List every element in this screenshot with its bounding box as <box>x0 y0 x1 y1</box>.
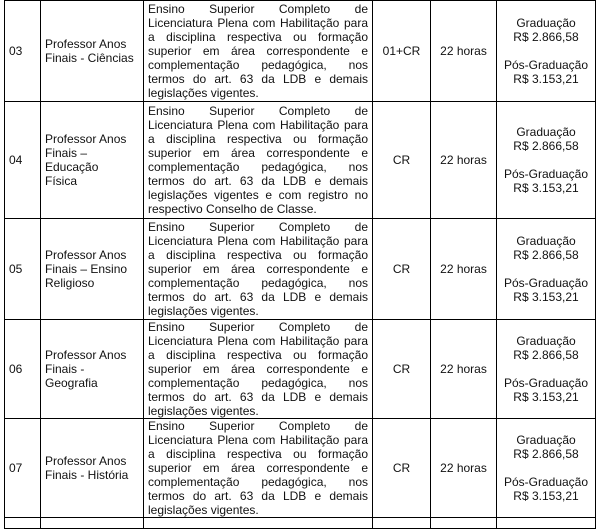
pos-label: Pós-Graduação <box>503 276 589 290</box>
row-number: 05 <box>5 219 41 320</box>
workload: 22 horas <box>431 419 497 518</box>
vacancies: CR <box>373 102 431 219</box>
grad-label: Graduação <box>516 234 576 248</box>
table-row <box>5 102 596 219</box>
workload: 22 horas <box>431 219 497 320</box>
grad-value: R$ 2.866,58 <box>513 447 579 461</box>
workload: 22 horas <box>431 102 497 219</box>
requirements-text: Ensino Superior Completo de Licenciatura Plena com Habilitação para a disciplina respectiva ou formação superior em área correspondente e complementação pedagógica, nos termos do art. 63 da LDB e demais legislações vigentes. <box>144 1 373 102</box>
row-number: 03 <box>5 1 41 102</box>
table-row <box>5 320 596 419</box>
row-number: 06 <box>5 320 41 419</box>
cell <box>497 518 596 529</box>
vacancies: CR <box>373 320 431 419</box>
grad-label: Graduação <box>516 125 576 139</box>
pos-value: R$ 3.153,21 <box>513 290 579 304</box>
table-row <box>5 219 596 320</box>
position-title: Professor Anos Finais – Educação Física <box>41 102 144 219</box>
grad-label: Graduação <box>516 433 576 447</box>
workload: 22 horas <box>431 1 497 102</box>
vacancies: CR <box>373 219 431 320</box>
salary-cell <box>497 1 596 102</box>
workload: 22 horas <box>431 320 497 419</box>
table-row-partial <box>5 518 596 529</box>
requirements-text: Ensino Superior Completo de Licenciatura Plena com Habilitação para a disciplina respectiva ou formação superior em área correspondente e complementação pedagógica, nos termos do art. 63 da LDB e demais legislações vigentes. <box>144 419 373 518</box>
grad-value: R$ 2.866,58 <box>513 139 579 153</box>
cell <box>144 518 373 529</box>
requirements-text: Ensino Superior Completo de Licenciatura Plena com Habilitação para a disciplina respectiva ou formação superior em área correspondente e complementação pedagógica, nos termos do art. 63 da LDB e demais legislações vigentes. <box>144 219 373 320</box>
requirements-text: Ensino Superior Completo de Licenciatura Plena com Habilitação para a disciplina respectiva ou formação superior em área correspondente e complementação pedagógica, nos termos do art. 63 da LDB e demais legislações vigentes. <box>144 320 373 419</box>
vacancies: 01+CR <box>373 1 431 102</box>
pos-value: R$ 3.153,21 <box>513 181 579 195</box>
pos-value: R$ 3.153,21 <box>513 72 579 86</box>
requirements-text: Ensino Superior Completo de Licenciatura Plena com Habilitação para a disciplina respectiva ou formação superior em área correspondente e complementação pedagógica, nos termos do art. 63 da LDB e demais legislações vigentes e com registro no respectivo Conselho de Classe. <box>144 102 373 219</box>
salary-cell <box>497 320 596 419</box>
grad-value: R$ 2.866,58 <box>513 348 579 362</box>
table-row <box>5 1 596 102</box>
table-row <box>5 419 596 518</box>
pos-value: R$ 3.153,21 <box>513 489 579 503</box>
row-number: 07 <box>5 419 41 518</box>
grad-label: Graduação <box>516 334 576 348</box>
salary-cell <box>497 102 596 219</box>
cell <box>431 518 497 529</box>
cell <box>5 518 41 529</box>
positions-table <box>4 0 596 529</box>
pos-label: Pós-Graduação <box>503 376 589 390</box>
grad-value: R$ 2.866,58 <box>513 30 579 44</box>
pos-label: Pós-Graduação <box>503 167 589 181</box>
pos-value: R$ 3.153,21 <box>513 390 579 404</box>
salary-cell <box>497 419 596 518</box>
salary-cell <box>497 219 596 320</box>
cell <box>373 518 431 529</box>
grad-value: R$ 2.866,58 <box>513 248 579 262</box>
row-number: 04 <box>5 102 41 219</box>
grad-label: Graduação <box>516 16 576 30</box>
position-title: Professor Anos Finais - História <box>41 419 144 518</box>
position-title: Professor Anos Finais – Ensino Religioso <box>41 219 144 320</box>
vacancies: CR <box>373 419 431 518</box>
cell <box>41 518 144 529</box>
position-title: Professor Anos Finais - Geografia <box>41 320 144 419</box>
pos-label: Pós-Graduação <box>503 475 589 489</box>
pos-label: Pós-Graduação <box>503 58 589 72</box>
position-title: Professor Anos Finais - Ciências <box>41 1 144 102</box>
